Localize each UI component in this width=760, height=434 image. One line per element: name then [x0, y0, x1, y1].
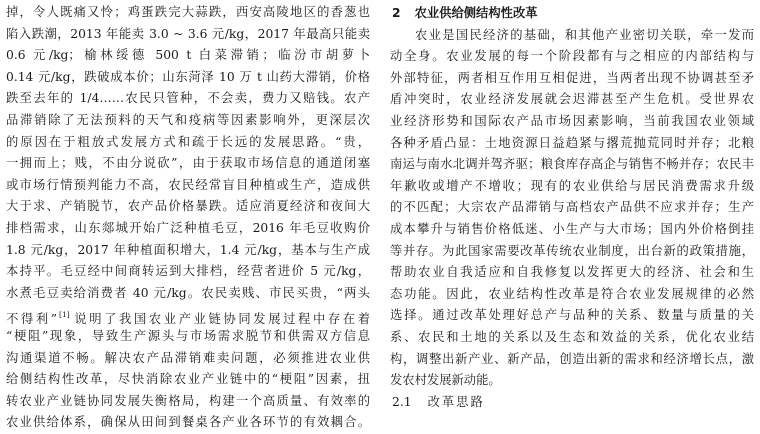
citation-ref[interactable]: [1] — [59, 310, 70, 320]
body-line: 成本攀升与销售价格低迷、小生产与大市场；国内外价格倒挂 — [390, 221, 754, 236]
body-line: 品滞销除了无法预料的天气和疫病等因素影响外，更深层次 — [6, 112, 370, 127]
body-line: 南运与南水北调并驾齐驱；粮食库存高企与销售不畅并存；农民丰 — [390, 157, 754, 172]
body-line: 选择。通过改革处理好总产与品种的关系、数量与质量的关 — [390, 308, 754, 323]
body-line: 农业供给体系，确保从田间到餐桌各产业各环节的有效耦合。 — [6, 415, 370, 430]
body-line: 跌至去年的 1/4……农民只管种，不会卖，费力又赔钱。农产 — [6, 91, 370, 106]
body-text: 农业是国民经济的基础，和其他产业密切关联，牵一发而 — [415, 27, 754, 42]
body-text: 说明了我国农业产业链协同发展过程中存在着 — [71, 312, 370, 326]
body-line: 各种矛盾凸显：土地资源日益趋紧与撂荒抛荒同时并存；北粮 — [390, 135, 754, 150]
body-line: 1.8 元/kg，2017 年种植面积增大，1.4 元/kg，基本与生产成 — [6, 242, 370, 257]
body-line: 的原因在于粗放式发展方式和疏于长远的发展思路。“贵， — [6, 134, 370, 149]
body-line: 转农业产业链协同发展失衡格局，构建一个高质量、有效率的 — [6, 393, 370, 408]
subsection-title: 改革思路 — [427, 394, 485, 409]
body-text: 不得利” — [6, 312, 58, 326]
body-line-with-citation — [6, 304, 370, 326]
body-line: 水煮毛豆卖给消费者 40 元/kg。农民卖贱、市民买贵，“两头 — [6, 285, 370, 300]
body-line: 外部特征，两者相互作用互相促进，当两者出现不协调甚至矛 — [390, 70, 754, 85]
right-column — [390, 2, 754, 413]
section-title: 农业供给侧结构性改革 — [414, 6, 538, 20]
body-line: 或市场行情预判能力不高，农民经常盲目种植或生产，造成供 — [6, 177, 370, 192]
body-line: 一拥而上；贱，不由分说砍”，由于获取市场信息的通道闭塞 — [6, 156, 370, 171]
section-number: 2 — [392, 6, 401, 20]
body-line: 0.6 元/kg；榆林绥德 500 t 白菜滞销；临汾市胡萝卜 — [6, 48, 370, 63]
body-line: 排档需求，山东郯城开始广泛种植毛豆，2016 年毛豆收购价 — [6, 220, 370, 235]
body-line: 动全身。农业发展的每一个阶段都有与之相应的内部结构与 — [390, 49, 754, 64]
body-line: 的不匹配；大宗农产品滞销与高档农产品供不应求并存；生产 — [390, 200, 754, 215]
body-line: 掉，令人既痛又怜；鸡蛋跌完大蒜跌，西安高陵地区的香葱也 — [6, 5, 370, 19]
body-line: “梗阻”现象，导致生产源头与市场需求脱节和供需双方信息 — [6, 328, 370, 343]
body-line-last: 发农村发展新动能。 — [390, 373, 501, 388]
section-heading — [390, 3, 754, 25]
body-line: 大于求、产销脱节，农产品价格暴跌。适应消夏经济和夜间大 — [6, 199, 370, 214]
body-line: 陷入跌潮，2013 年能卖 3.0 ~ 3.6 元/kg，2017 年最高只能卖 — [6, 26, 370, 41]
body-line: 盾冲突时，农业经济发展就会迟滞甚至产生危机。受世界农 — [390, 92, 754, 107]
subsection-heading — [390, 392, 754, 414]
left-column — [6, 2, 370, 434]
body-line: 0.14 元/kg，跌破成本价；山东菏泽 10 万 t 山药大滞销，价格 — [6, 69, 370, 84]
body-line: 给侧结构性改革，尽快消除农业产业链中的“梗阻”因素，扭 — [6, 372, 370, 387]
body-line: 态功能。因此，农业结构性改革是符合农业发展规律的必然 — [390, 286, 754, 301]
body-line: 帮助农业自我适应和自我修复以发挥更大的经济、社会和生 — [390, 265, 754, 280]
body-line: 业经济形势和国际农产品市场因素影响，当前我国农业领域 — [390, 113, 754, 128]
body-line: 沟通渠道不畅。解决农产品滞销难卖问题，必须推进农业供 — [6, 350, 370, 365]
body-line: 等并存。为此国家需要改革传统农业制度，出台新的政策措施， — [390, 243, 754, 258]
body-line: 系、农民和土地的关系以及生态和效益的关系，优化农业结 — [390, 329, 754, 344]
subsection-number: 2.1 — [392, 394, 412, 409]
body-line: 年歉收或增产不增收；现有的农业供给与居民消费需求升级 — [390, 178, 754, 193]
body-line: 构，调整出新产业、新产品，创造出新的需求和经济增长点，激 — [390, 351, 754, 366]
body-line-first — [390, 25, 754, 47]
body-line: 本持平。毛豆经中间商转运到大排档，经营者进价 5 元/kg， — [6, 264, 370, 279]
